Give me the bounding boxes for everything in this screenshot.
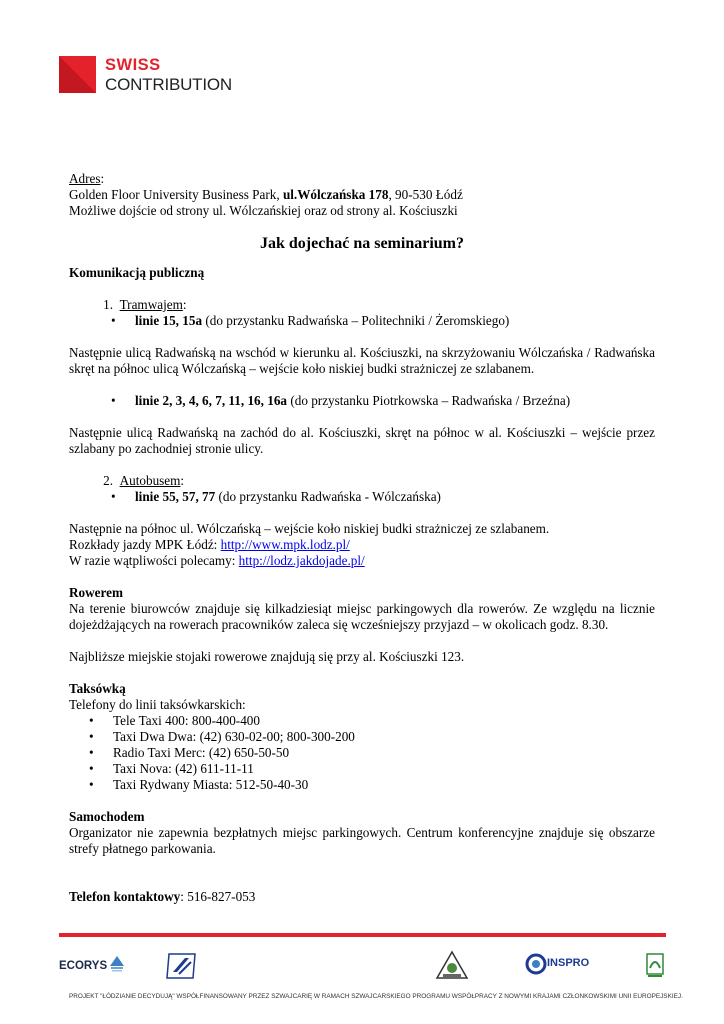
association-logo-icon bbox=[435, 950, 469, 980]
inspro-logo-text: INSPRO bbox=[547, 957, 590, 969]
list-item: • Radio Taxi Merc: (42) 650-50-50 bbox=[89, 745, 290, 760]
bike-desc: Na terenie biurowców znajduje się kilkadziesiąt miejsc parkingowych dla rowerów. Ze względu na licznie dojeżdżających na rowerach pracowników zaleca się wcześniejszy przyjazd – w okolicach godz. 8.30. bbox=[69, 601, 655, 632]
taxi-intro: Telefony do linii taksówkarskich: bbox=[69, 697, 246, 712]
city-logo-icon bbox=[165, 952, 197, 980]
inspro-logo bbox=[525, 952, 589, 978]
bus-route-stop: (do przystanku Radwańska - Wólczańska) bbox=[215, 489, 441, 504]
tram-desc-1: Następnie ulicą Radwańską na wschód w kierunku al. Kościuszki, na skrzyżowaniu Wólczańska / Radwańska skręt na północ ulicą Wólczańską – wejście koło niskiej budki strażniczej ze szlabanem. bbox=[69, 345, 655, 376]
swiss-contribution-logo bbox=[59, 56, 259, 100]
taxi-item-text: Radio Taxi Merc: (42) 650-50-50 bbox=[113, 745, 290, 760]
taxi-item-text: Taxi Nova: (42) 611-11-11 bbox=[113, 761, 254, 776]
car-heading: Samochodem bbox=[69, 809, 145, 824]
tram-route-1-stop: (do przystanku Radwańska – Politechniki / Żeromskiego) bbox=[202, 313, 510, 328]
address-street-prefix: Golden Floor University Business Park, bbox=[69, 187, 283, 202]
contact-label: Telefon kontaktowy bbox=[69, 889, 181, 904]
tram-label: Tramwajem bbox=[119, 297, 183, 312]
taxi-item-text: Taxi Rydwany Miasta: 512-50-40-30 bbox=[113, 777, 309, 792]
footer-project-text: PROJEKT "ŁÓDZIANIE DECYDUJĄ" WSPÓŁFINANSOWANY PRZEZ SZWAJCARIĘ W RAMACH SZWAJCARSKIEGO PROGRAMU WSPÓŁPRACY Z NOWYMI KRAJAMI CZŁONKOWSKIMI UNII EUROPEJSKIEJ. bbox=[69, 993, 683, 1000]
mpk-link[interactable]: http://www.mpk.lodz.pl/ bbox=[220, 537, 350, 552]
tram-number: 1. bbox=[103, 297, 113, 312]
tram-route-2-stop: (do przystanku Piotrkowska – Radwańska / Brzeźna) bbox=[287, 393, 571, 408]
swiss-logo-mark-icon bbox=[59, 56, 96, 93]
jakdojade-label: W razie wątpliwości polecamy: bbox=[69, 553, 239, 568]
taxi-item-text: Taxi Dwa Dwa: (42) 630-02-00; 800-300-200 bbox=[113, 729, 355, 744]
tram-route-2-lines: linie 2, 3, 4, 6, 7, 11, 16, 16a bbox=[135, 393, 288, 408]
bus-label: Autobusem bbox=[119, 473, 181, 488]
tram-route-1: • linie 15, 15a (do przystanku Radwańska – Politechniki / Żeromskiego) bbox=[111, 313, 510, 328]
bike-heading: Rowerem bbox=[69, 585, 123, 600]
logo-text-contribution: CONTRIBUTION bbox=[105, 75, 232, 94]
bus-item: 2. Autobusem: bbox=[69, 473, 655, 489]
tram-route-1-lines: linie 15, 15a bbox=[135, 313, 203, 328]
jakdojade-line bbox=[69, 553, 655, 569]
address-city: , 90-530 Łódź bbox=[388, 187, 463, 202]
mpk-line bbox=[69, 537, 655, 553]
page-title: Jak dojechać na seminarium? bbox=[260, 235, 464, 252]
document-body bbox=[69, 171, 655, 905]
contact-phone: : 516-827-053 bbox=[180, 889, 256, 904]
ecorys-logo-text: ECORYS bbox=[59, 960, 108, 972]
address-line-2: Możliwe dojście od strony ul. Wólczańskiej oraz od strony al. Kościuszki bbox=[69, 203, 458, 218]
ecorys-triangle-icon bbox=[110, 956, 124, 972]
contact-line bbox=[69, 889, 655, 905]
tram-route-2: • linie 2, 3, 4, 6, 7, 11, 16, 16a (do przystanku Piotrkowska – Radwańska / Brzeźna) bbox=[111, 393, 571, 408]
taxi-heading: Taksówką bbox=[69, 681, 126, 696]
ecorys-logo bbox=[59, 956, 124, 972]
public-transport-heading: Komunikacją publiczną bbox=[69, 265, 205, 280]
tram-item: 1. Tramwajem: bbox=[69, 297, 655, 313]
list-item: • Taxi Rydwany Miasta: 512-50-40-30 bbox=[89, 777, 309, 792]
address-line-1 bbox=[69, 187, 655, 203]
list-item: • Tele Taxi 400: 800-400-400 bbox=[89, 713, 260, 728]
bus-route-lines: linie 55, 57, 77 bbox=[135, 489, 216, 504]
bike-racks: Najbliższe miejskie stojaki rowerowe znajdują się przy al. Kościuszki 123. bbox=[69, 649, 465, 664]
bus-route: • linie 55, 57, 77 (do przystanku Radwańska - Wólczańska) bbox=[111, 489, 441, 504]
list-item: • Taxi Nova: (42) 611-11-11 bbox=[89, 761, 254, 776]
car-desc: Organizator nie zapewnia bezpłatnych miejsc parkingowych. Centrum konferencyjne znajduje się obszarze strefy płatnego parkowania. bbox=[69, 825, 655, 856]
address-label: Adres bbox=[69, 171, 101, 186]
bus-desc: Następnie na północ ul. Wólczańską – wejście koło niskiej budki strażniczej ze szlabanem. bbox=[69, 521, 550, 536]
taxi-item-text: Tele Taxi 400: 800-400-400 bbox=[113, 713, 260, 728]
partner-logos bbox=[59, 946, 666, 986]
address-street: ul.Wólczańska 178 bbox=[282, 187, 389, 202]
green-logo-icon bbox=[645, 952, 665, 980]
list-item: • Taxi Dwa Dwa: (42) 630-02-00; 800-300-200 bbox=[89, 729, 355, 744]
address-section: Adres: bbox=[69, 171, 105, 186]
jakdojade-link[interactable]: http://lodz.jakdojade.pl/ bbox=[238, 553, 365, 568]
bus-number: 2. bbox=[103, 473, 113, 488]
tram-desc-2: Następnie ulicą Radwańską na zachód do al. Kościuszki, skręt na północ w al. Kościuszki – wejście przez szlabany po zachodniej stronie ulicy. bbox=[69, 425, 655, 456]
mpk-label: Rozkłady jazdy MPK Łódź: bbox=[69, 537, 221, 552]
logo-text-swiss: SWISS bbox=[105, 56, 161, 74]
inspro-circle-icon bbox=[525, 952, 547, 976]
footer-divider bbox=[59, 933, 666, 937]
